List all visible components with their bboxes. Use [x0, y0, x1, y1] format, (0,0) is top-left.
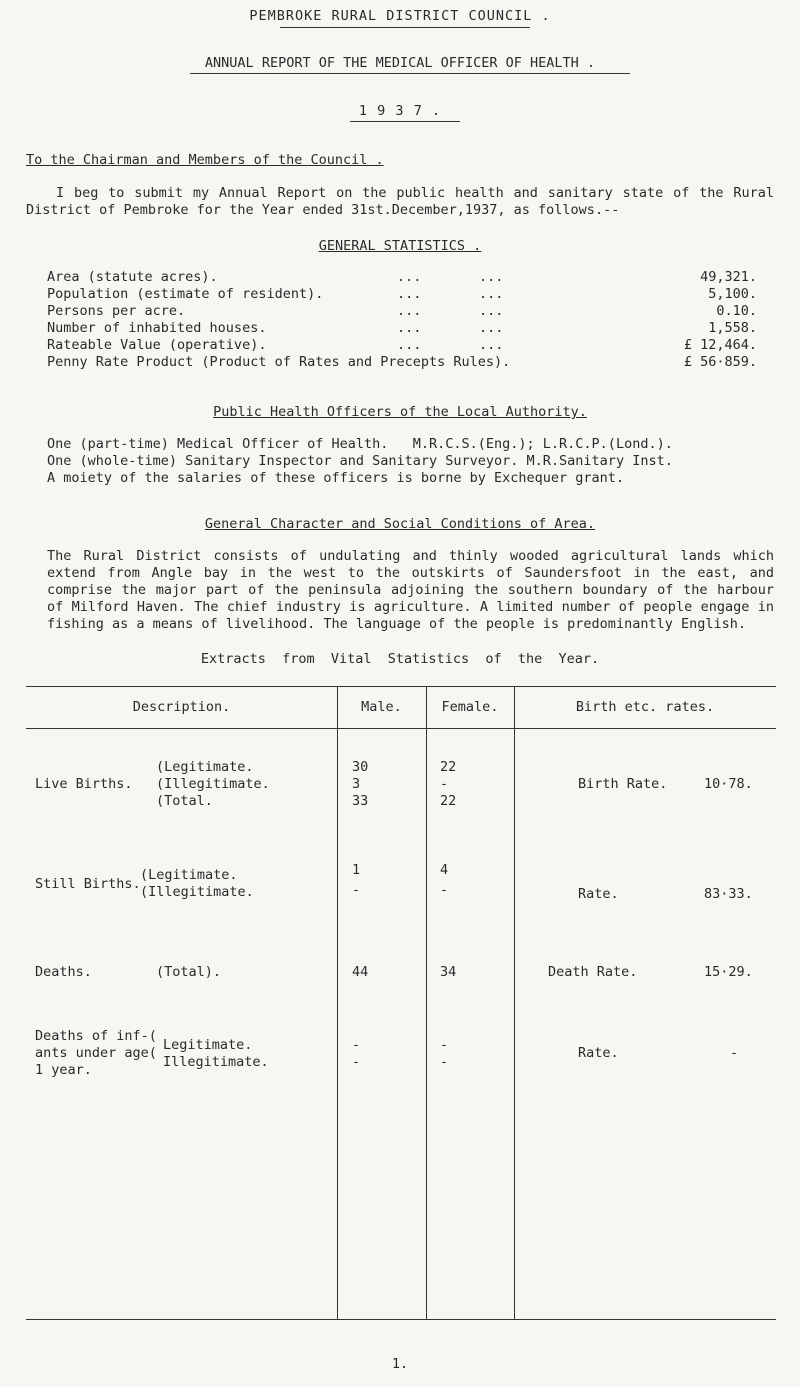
column-divider — [514, 686, 515, 1320]
officer-line: A moiety of the salaries of these officers is borne by Exchequer grant. — [47, 470, 625, 486]
live-births-female-total: 22 — [440, 793, 457, 809]
leader-dots: ... — [479, 269, 504, 285]
still-birth-rate-label: Rate. — [578, 886, 619, 902]
infant-deaths-legitimate: Legitimate. — [163, 1037, 253, 1053]
live-births-female-legit: 22 — [440, 759, 457, 775]
birth-rate-label: Birth Rate. — [578, 776, 668, 792]
stat-row — [47, 303, 757, 320]
stat-label: Persons per acre. — [47, 303, 186, 319]
leader-dots: ... — [397, 269, 422, 285]
stat-label: Rateable Value (operative). — [47, 337, 267, 353]
report-year: 1 9 3 7 . — [358, 103, 442, 119]
still-births-label: Still Births. — [35, 876, 141, 892]
table-header-rule — [26, 728, 776, 729]
leader-dots: ... — [397, 320, 422, 336]
infant-rate-label: Rate. — [578, 1045, 619, 1061]
leader-dots: ... — [397, 337, 422, 353]
infant-deaths-label: Deaths of inf-( — [35, 1028, 157, 1044]
infant-deaths-label: ants under age( — [35, 1045, 157, 1061]
stat-value: 1,558. — [708, 320, 757, 336]
officer-line: One (part-time) Medical Officer of Health. M.R.C.S.(Eng.); L.R.C.P.(Lond.). — [47, 436, 673, 452]
table-bottom-rule — [26, 1319, 776, 1320]
column-header-description: Description. — [132, 699, 231, 715]
still-births-male-legit: 1 — [352, 862, 361, 878]
stat-label: Penny Rate Product (Product of Rates and Precepts Rules). — [47, 354, 511, 370]
deaths-label: Deaths. — [35, 964, 92, 980]
column-header-female: Female. — [441, 699, 499, 715]
live-births-legitimate: (Legitimate. — [156, 759, 254, 775]
infant-deaths-female-illegit: - — [440, 1054, 449, 1070]
stat-value: 0.10. — [716, 303, 757, 319]
general-character-heading: General Character and Social Conditions of Area. — [204, 516, 596, 532]
infant-deaths-female-legit: - — [440, 1037, 449, 1053]
stat-label: Population (estimate of resident). — [47, 286, 324, 302]
live-births-male-illegit: 3 — [352, 776, 361, 792]
stat-label: Number of inhabited houses. — [47, 320, 267, 336]
infant-deaths-male-illegit: - — [352, 1054, 361, 1070]
still-births-female-illegit: - — [440, 882, 449, 898]
general-character-block — [47, 548, 774, 633]
infant-deaths-label: 1 year. — [35, 1062, 92, 1078]
leader-dots: ... — [397, 303, 422, 319]
death-rate-value: 15·29. — [704, 964, 753, 980]
council-name: PEMBROKE RURAL DISTRICT COUNCIL . — [249, 8, 551, 24]
column-header-male: Male. — [361, 699, 402, 715]
leader-dots: ... — [397, 286, 422, 302]
live-births-total: (Total. — [156, 793, 213, 809]
officer-line: One (whole-time) Sanitary Inspector and Sanitary Surveyor. M.R.Sanitary Inst. — [47, 453, 673, 469]
officers-heading: Public Health Officers of the Local Authority. — [213, 404, 587, 420]
page-number: 1. — [391, 1356, 409, 1372]
vital-statistics-heading: Extracts from Vital Statistics of the Year. — [200, 651, 600, 667]
table-top-rule — [26, 686, 776, 687]
stat-value: 49,321. — [700, 269, 757, 285]
intro-paragraph: I beg to submit my Annual Report on the public health and sanitary state of the Rural District of Pembroke for the Year ended 31st.December,1937, as follows.-- — [26, 185, 774, 218]
deaths-male: 44 — [352, 964, 369, 980]
stat-row — [47, 337, 757, 354]
stat-row — [47, 269, 757, 286]
header-rule — [280, 27, 530, 28]
still-births-female-legit: 4 — [440, 862, 449, 878]
live-births-female-illegit: - — [440, 776, 449, 792]
column-divider — [337, 686, 338, 1320]
general-statistics-heading: GENERAL STATISTICS . — [318, 238, 482, 254]
stat-value: £ 12,464. — [683, 337, 757, 353]
column-header-rates: Birth etc. rates. — [575, 699, 715, 715]
deaths-female: 34 — [440, 964, 457, 980]
leader-dots: ... — [479, 303, 504, 319]
infant-rate-value: - — [730, 1045, 739, 1061]
stat-label: Area (statute acres). — [47, 269, 218, 285]
leader-dots: ... — [479, 337, 504, 353]
live-births-male-total: 33 — [352, 793, 369, 809]
birth-rate-value: 10·78. — [704, 776, 753, 792]
title-rule — [190, 73, 630, 74]
still-births-illegitimate: (Illegitimate. — [140, 884, 254, 900]
infant-deaths-male-legit: - — [352, 1037, 361, 1053]
year-rule — [350, 121, 460, 122]
leader-dots: ... — [479, 286, 504, 302]
still-birth-rate-value: 83·33. — [704, 886, 753, 902]
leader-dots: ... — [479, 320, 504, 336]
report-title: ANNUAL REPORT OF THE MEDICAL OFFICER OF HEALTH . — [204, 55, 596, 71]
salutation: To the Chairman and Members of the Council . — [26, 152, 384, 168]
infant-deaths-illegitimate: Illegitimate. — [163, 1054, 269, 1070]
deaths-total-label: (Total). — [156, 964, 222, 980]
live-births-illegitimate: (Illegitimate. — [156, 776, 270, 792]
column-divider — [426, 686, 427, 1320]
death-rate-label: Death Rate. — [548, 964, 638, 980]
stat-row — [47, 286, 757, 303]
still-births-legitimate: (Legitimate. — [140, 867, 238, 883]
intro-block — [26, 185, 774, 219]
stat-value: 5,100. — [708, 286, 757, 302]
stat-row — [47, 320, 757, 337]
stat-row — [47, 354, 757, 371]
general-character-paragraph: The Rural District consists of undulating and thinly wooded agricultural lands which extend from Angle bay in the west to the outskirts of Saundersfoot in the east, and comprise the major part of the peninsula adjoining the southern boundary of the harbour of Milford Haven. The chief industry is agriculture. A limited number of people engage in fishing as a means of livelihood. The language of the people is predominantly English. — [47, 548, 774, 632]
still-births-male-illegit: - — [352, 882, 361, 898]
live-births-male-legit: 30 — [352, 759, 369, 775]
stat-value: £ 56·859. — [683, 354, 757, 370]
live-births-label: Live Births. — [35, 776, 133, 792]
